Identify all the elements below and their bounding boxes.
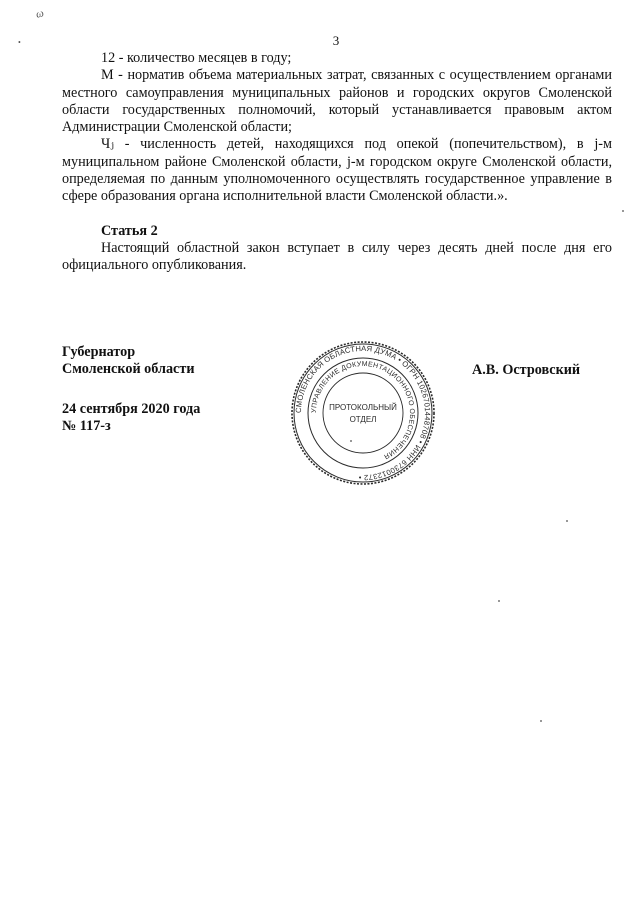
official-seal-stamp	[290, 340, 436, 486]
page-number: 3	[332, 33, 340, 48]
paragraph-children-count: Чⱼ - численность детей, находящихся под опекой (попечительством), в j-м муниципальном районе Смоленской области, j-м городском округе Смоленской области, определяемая по данным уполномоченного осуществлять государственное управление в сфере образования органа исполнительной власти Смоленской области.».	[62, 136, 612, 205]
scan-speck	[350, 440, 352, 442]
article-title: Статья 2	[101, 222, 158, 239]
stamp-center-line-1: ПРОТОКОЛЬНЫЙ	[329, 403, 397, 412]
document-body	[62, 50, 612, 275]
paragraph-norm-m: М - норматив объема материальных затрат, связанных с осуществлением органами местного самоуправления муниципальных районов и городских округов Смоленской области государственных полномочий, который устанавливается правовым актом Администрации Смоленской области;	[62, 67, 612, 136]
law-number: № 117-з	[62, 418, 111, 435]
position-line-2: Смоленской области	[62, 361, 195, 378]
position-line-1: Губернатор	[62, 344, 136, 360]
margin-dot: •	[18, 38, 21, 47]
margin-handwritten-mark: ω	[34, 7, 46, 21]
law-date-block	[62, 401, 200, 436]
scan-speck	[566, 520, 568, 522]
stamp-inner-text: УПРАВЛЕНИЕ ДОКУМЕНТАЦИОННОГО ОБЕСПЕЧЕНИЯ	[310, 360, 416, 460]
paragraph-months: 12 - количество месяцев в году;	[101, 50, 292, 66]
paragraph-entry-into-force: Настоящий областной закон вступает в силу через десять дней после дня его официального опубликования.	[62, 239, 612, 274]
stamp-outer-text: СМОЛЕНСКАЯ ОБЛАСТНАЯ ДУМА • ОГРН 1026701448708 • ИНН 6730012372 •	[293, 343, 433, 483]
signatory-position	[62, 344, 195, 379]
scan-speck	[622, 210, 624, 212]
scan-speck	[540, 720, 542, 722]
stamp-center-line-2: ОТДЕЛ	[349, 415, 377, 424]
law-date: 24 сентября 2020 года	[62, 401, 201, 417]
signatory-name: А.В. Островский	[472, 362, 581, 378]
scan-speck	[498, 600, 500, 602]
